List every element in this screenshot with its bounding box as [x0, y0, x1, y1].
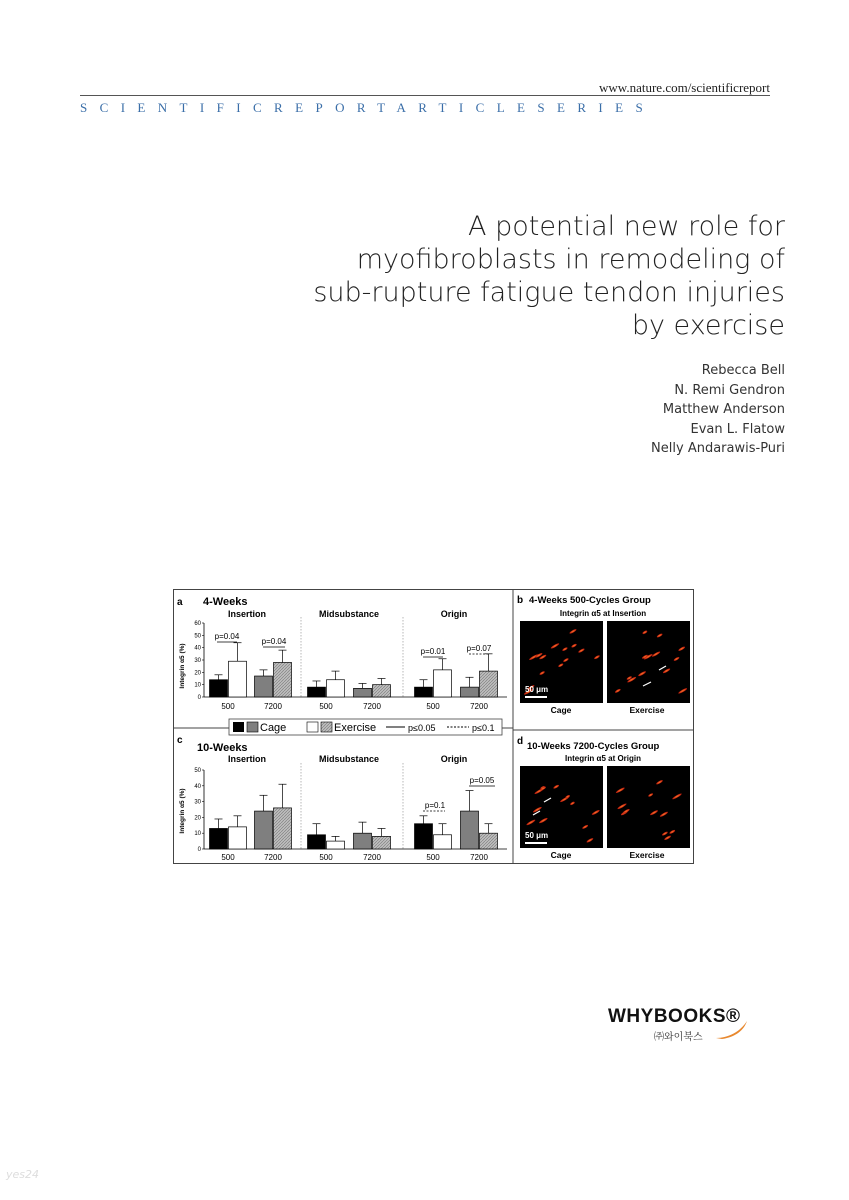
x-tick-label: 7200: [264, 702, 282, 711]
x-tick-label: 7200: [470, 702, 488, 711]
significance-label: p=0.01: [420, 647, 446, 656]
legend-label-cage: Cage: [260, 722, 287, 734]
bar-exercise: [229, 661, 247, 697]
legend-swatch-cage-7200: [247, 722, 258, 732]
bar-exercise: [327, 680, 345, 697]
x-tick-label: 7200: [264, 853, 282, 862]
panel-title: 10-Weeks 7200-Cycles Group: [527, 741, 660, 752]
header-rule: [80, 95, 770, 96]
x-tick-label: 500: [221, 853, 235, 862]
publisher-subtitle: ㈜와이북스: [654, 1032, 703, 1043]
title-line: A potential new role for: [468, 211, 785, 242]
bar-exercise: [434, 670, 452, 697]
significance-label: p=0.04: [261, 637, 287, 646]
legend-label-exercise: Exercise: [334, 722, 377, 734]
panel-letter: d: [517, 736, 524, 747]
y-tick-label: 50: [194, 768, 201, 774]
bar-exercise: [480, 671, 498, 697]
x-tick-label: 500: [319, 853, 333, 862]
legend-swatch-exercise-7200: [321, 722, 332, 732]
region-label: Insertion: [227, 754, 267, 764]
y-tick-label: 60: [194, 621, 201, 627]
significance-label: p=0.07: [466, 644, 492, 653]
title-line: myofibroblasts in remodeling of: [356, 244, 785, 275]
y-tick-label: 50: [194, 633, 201, 640]
micrograph-label: Cage: [550, 705, 572, 715]
panel-letter: c: [177, 735, 183, 746]
watermark: yes24: [6, 1168, 40, 1181]
panel-letter: a: [177, 597, 183, 608]
bar-cage: [461, 687, 479, 697]
x-tick-label: 7200: [470, 853, 488, 862]
publisher-logo[interactable]: [608, 1006, 752, 1046]
article-title: [265, 210, 785, 342]
region-label: Origin: [440, 754, 468, 764]
region-label: Origin: [440, 609, 468, 619]
y-tick-label: 0: [197, 695, 201, 701]
author: Nelly Andarawis-Puri: [651, 441, 785, 456]
y-tick-label: 20: [194, 670, 201, 677]
legend-label-dashed: p≤0.1: [472, 723, 495, 733]
article-series-label: SCIENTIFICREPORTARTICLESERIES: [80, 100, 656, 115]
bar-exercise: [480, 833, 498, 849]
bar-exercise: [274, 662, 292, 697]
y-axis-label: Integrin α5 (%): [179, 643, 186, 689]
bar-cage: [255, 811, 273, 849]
legend-swatch-cage-500: [233, 722, 244, 732]
bar-cage: [461, 811, 479, 849]
micrograph-label: Exercise: [629, 705, 665, 715]
bar-cage: [415, 824, 433, 849]
x-tick-label: 500: [221, 702, 235, 711]
journal-url[interactable]: www.nature.com/scientificreport: [599, 80, 770, 95]
significance-label: p=0.04: [214, 632, 240, 641]
panel-title: 4-Weeks: [203, 596, 248, 608]
legend-swatch-exercise-500: [307, 722, 318, 732]
bar-exercise: [274, 808, 292, 849]
bar-cage: [308, 687, 326, 697]
author: N. Remi Gendron: [674, 382, 785, 398]
region-label: Midsubstance: [318, 609, 380, 619]
bar-cage: [210, 680, 228, 697]
bar-exercise: [229, 827, 247, 849]
x-tick-label: 7200: [363, 853, 381, 862]
region-label: Midsubstance: [318, 754, 380, 764]
panel-title: 10-Weeks: [197, 742, 248, 754]
x-tick-label: 500: [319, 702, 333, 711]
y-tick-label: 40: [194, 783, 201, 790]
title-line: by exercise: [631, 310, 785, 341]
x-tick-label: 500: [426, 853, 440, 862]
y-tick-label: 10: [194, 682, 201, 689]
panel-subtitle: Integrin α5 at Origin: [564, 754, 642, 763]
bar-exercise: [434, 835, 452, 849]
author: Matthew Anderson: [662, 402, 785, 417]
figure: [173, 589, 694, 864]
x-tick-label: 7200: [363, 702, 381, 711]
bar-cage: [255, 676, 273, 697]
bar-exercise: [373, 685, 391, 697]
significance-label: p=0.1: [424, 801, 446, 810]
y-tick-label: 10: [194, 831, 201, 838]
bar-cage: [210, 828, 228, 849]
scale-label: 50 μm: [525, 685, 549, 694]
title-line: sub-rupture fatigue tendon injuries: [313, 277, 785, 308]
x-tick-label: 500: [426, 702, 440, 711]
legend: [229, 719, 502, 735]
micrograph-label: Cage: [550, 850, 572, 860]
micrograph-label: Exercise: [629, 850, 665, 860]
bar-exercise: [373, 836, 391, 849]
y-tick-label: 0: [197, 847, 201, 853]
panel-title: 4-Weeks 500-Cycles Group: [529, 595, 651, 606]
legend-label-solid: p≤0.05: [408, 723, 436, 733]
author: Evan L. Flatow: [690, 421, 785, 437]
bar-cage: [415, 687, 433, 697]
region-label: Insertion: [227, 609, 267, 619]
author-list: [651, 361, 785, 459]
author: Rebecca Bell: [701, 363, 785, 378]
y-tick-label: 30: [194, 799, 201, 806]
y-tick-label: 20: [194, 815, 201, 822]
publisher-name: WHYBOOKS®: [608, 1006, 741, 1027]
bar-cage: [354, 688, 372, 697]
bar-cage: [308, 835, 326, 849]
bar-exercise: [327, 841, 345, 849]
scale-label: 50 μm: [525, 831, 549, 840]
significance-label: p=0.05: [469, 776, 495, 785]
y-tick-label: 40: [194, 645, 201, 652]
bar-cage: [354, 833, 372, 849]
swoosh-icon: [714, 1018, 750, 1040]
panel-letter: b: [517, 595, 524, 606]
panel-subtitle: Integrin α5 at Insertion: [559, 609, 647, 618]
y-axis-label: Integrin α5 (%): [179, 788, 186, 834]
y-tick-label: 30: [194, 658, 201, 664]
